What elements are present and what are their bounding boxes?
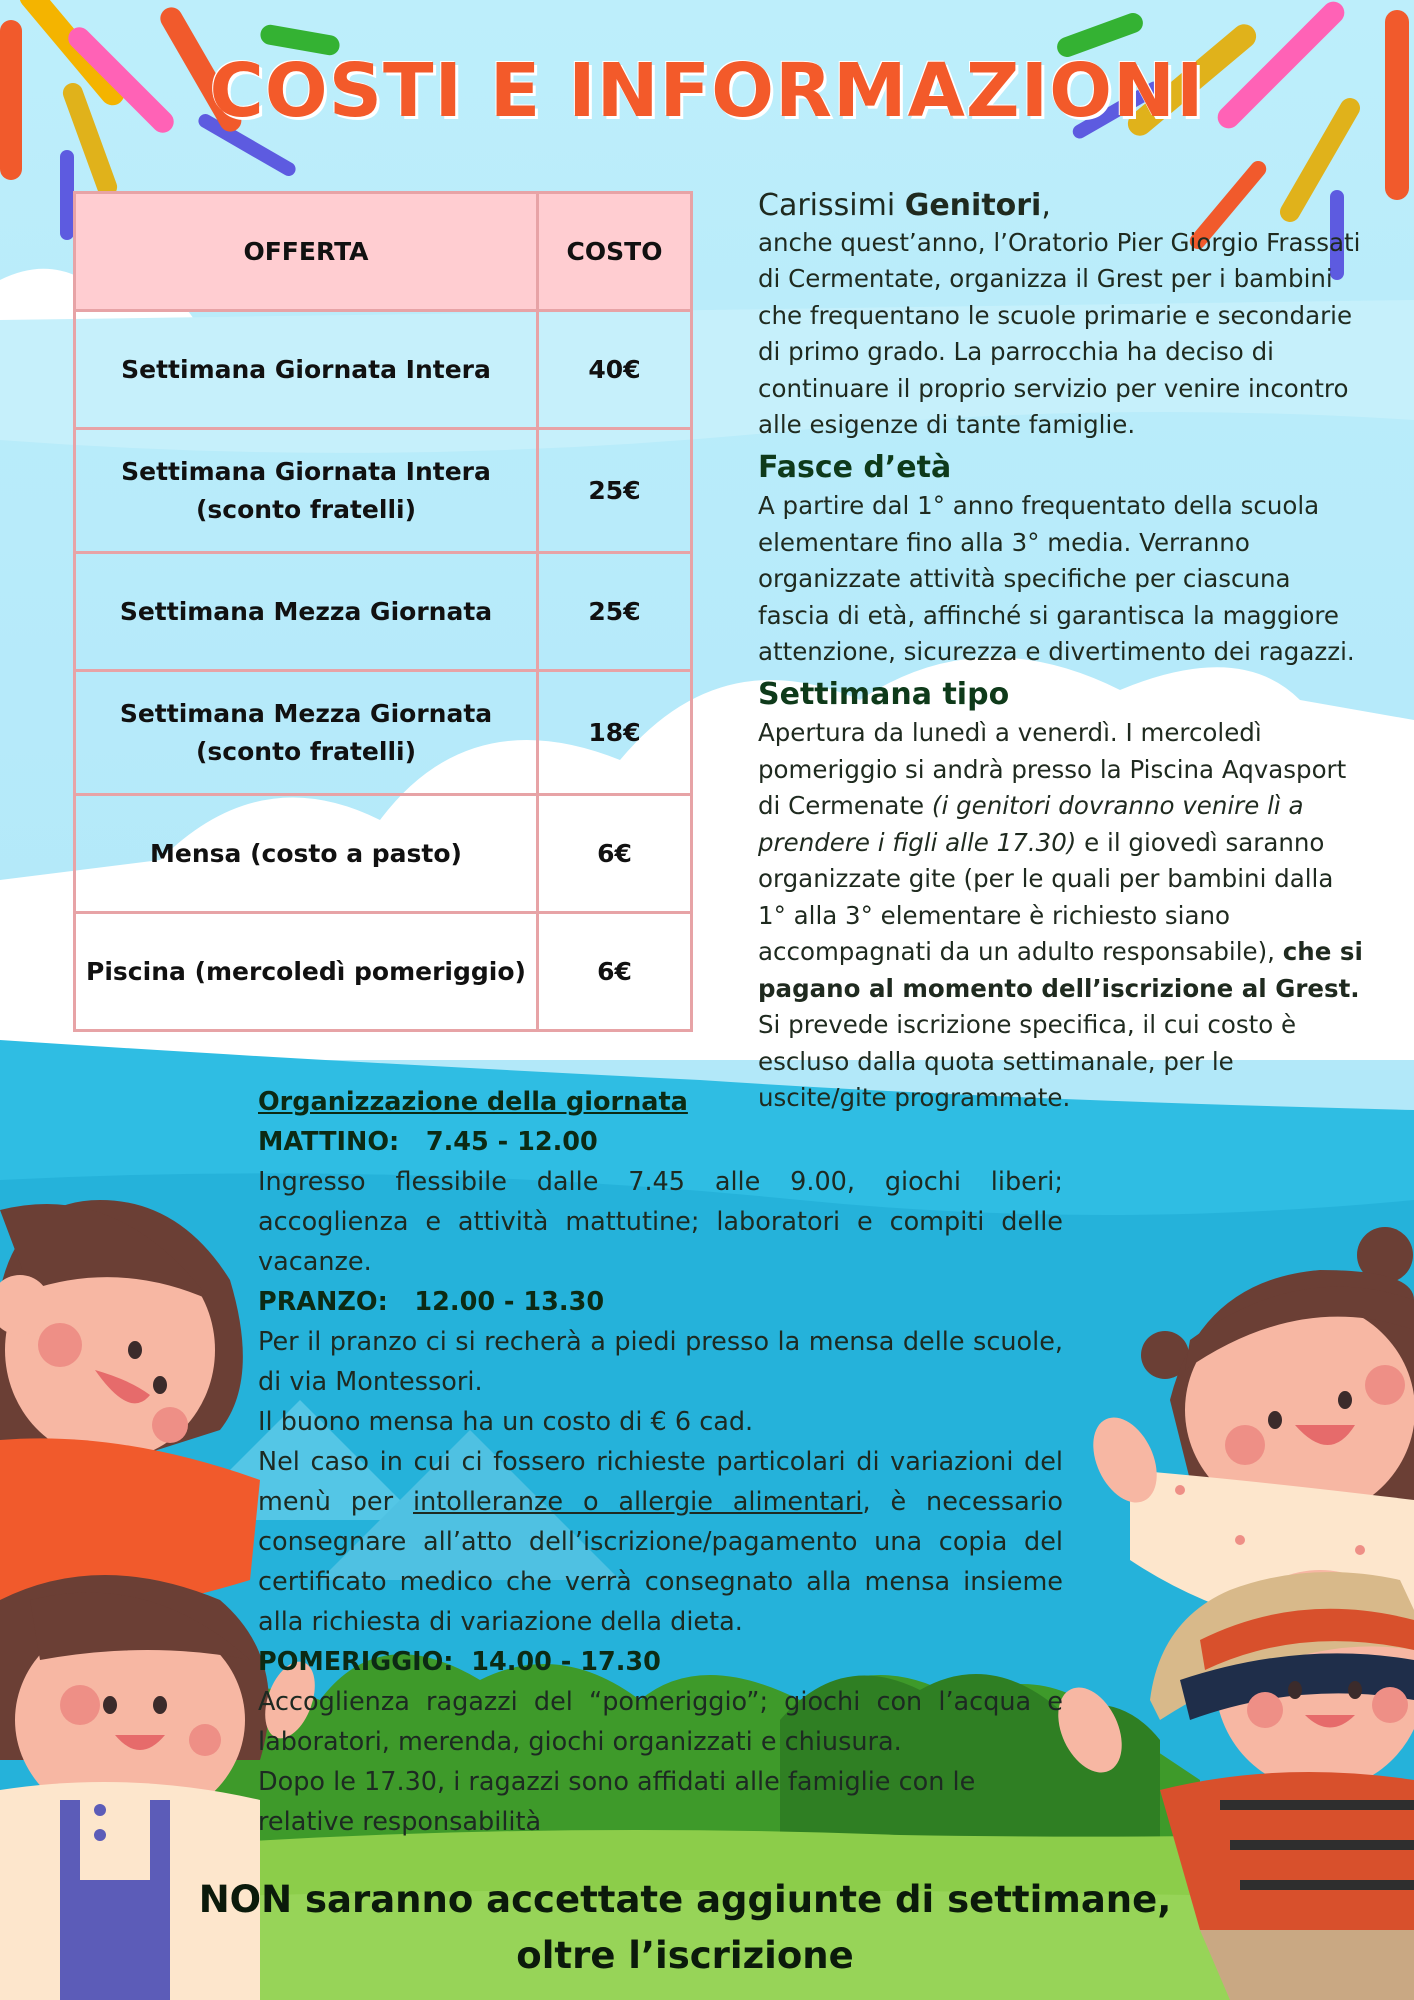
intro-section: [758, 188, 1368, 1117]
cost-cell: 18€: [538, 671, 692, 795]
afternoon-text-2: Dopo le 17.30, i ragazzi sono affidati alle famiglie con le relative responsabilità: [258, 1767, 976, 1837]
lunch-text-2: Il buono mensa ha un costo di € 6 cad.: [258, 1407, 754, 1437]
offer-cell: [75, 913, 538, 1031]
table-row: [75, 913, 692, 1031]
morning-text: Ingresso flessibile dalle 7.45 alle 9.00, giochi liberi; accoglienza e attività mattutine; laboratori e compiti delle vacanze.: [258, 1167, 1063, 1277]
offer-name: Settimana Mezza Giornata: [119, 596, 493, 626]
day-organization: [258, 1082, 1063, 1842]
offer-cell: [75, 311, 538, 429]
age-body: A partire dal 1° anno frequentato della scuola elementare fino alla 3° media. Verranno organizzate attività specifiche per ciascuna fascia di età, affinché si garantisca la maggiore attenzione, sicurezza e divertimento dei ragazzi.: [758, 491, 1355, 666]
page-title: COSTI E INFORMAZIONI: [209, 48, 1205, 134]
week-heading: Settimana tipo: [758, 676, 1010, 712]
offer-name: Settimana Giornata Intera: [121, 456, 491, 486]
table-row: [75, 429, 692, 553]
intro-body: anche quest’anno, l’Oratorio Pier Giorgio Frassati di Cermentate, organizza il Grest per i bambini che frequentano le scuole primarie e secondarie di primo grado. La parrocchia ha deciso di continuare il proprio servizio per venire incontro alle esigenze di tante famiglie.: [758, 227, 1361, 439]
offer-note: (sconto fratelli): [195, 736, 417, 766]
offer-name: Mensa (costo a pasto): [150, 838, 462, 868]
column-header-cost: COSTO: [538, 193, 692, 311]
notice-line-1: NON saranno accettate aggiunte di settimane,: [198, 1878, 1172, 1921]
offer-name: Piscina (mercoledì pomeriggio): [86, 956, 526, 986]
week-text-2: e il giovedì saranno organizzate gite (per le quali per bambini dalla 1° alla 3° elementare è richiesto siano accompagnati da un adulto responsabile),: [758, 827, 1334, 966]
greeting-suffix: ,: [1041, 188, 1051, 223]
day-heading: Organizzazione della giornata: [258, 1087, 688, 1117]
afternoon-label: POMERIGGIO: 14.00 - 17.30: [258, 1647, 661, 1677]
lunch-text-3b: , è necessario consegnare all’atto dell’iscrizione/pagamento una copia del certificato medico che verrà consegnato alla mensa insieme alla richiesta di variazione della dieta.: [258, 1487, 1063, 1637]
greeting: [758, 188, 1368, 225]
week-text-1: Apertura da lunedì a venerdì. I mercoledì pomeriggio si andrà presso la Piscina Aqvasport di Cermenate: [758, 718, 1347, 820]
price-table: [73, 191, 693, 1032]
age-heading: Fasce d’età: [758, 449, 952, 485]
table-header-row: [75, 193, 692, 311]
table-row: [75, 671, 692, 795]
offer-cell: [75, 795, 538, 913]
table-row: [75, 553, 692, 671]
cost-cell: 6€: [538, 795, 692, 913]
cost-cell: 25€: [538, 429, 692, 553]
cost-cell: 6€: [538, 913, 692, 1031]
afternoon-text-1: Accoglienza ragazzi del “pomeriggio”; giochi con l’acqua e laboratori, merenda, giochi organizzati e chiusura.: [258, 1687, 1063, 1757]
offer-cell: [75, 671, 538, 795]
morning-label: MATTINO: 7.45 - 12.00: [258, 1127, 598, 1157]
offer-cell: [75, 553, 538, 671]
cost-cell: 25€: [538, 553, 692, 671]
column-header-offer: OFFERTA: [75, 193, 538, 311]
lunch-text-3: [258, 1442, 1063, 1642]
week-text-bold: che si pagano al momento dell’iscrizione al Grest.: [758, 937, 1363, 1003]
offer-name: Settimana Mezza Giornata: [119, 698, 493, 728]
lunch-text-3a: Nel caso in cui ci fossero richieste particolari di variazioni del menù per: [258, 1447, 1063, 1517]
week-body-extra: Si prevede iscrizione specifica, il cui costo è escluso dalla quota settimanale, per le uscite/gite programmate.: [758, 1010, 1297, 1112]
week-text-italic: (i genitori dovranno venire lì a prendere i figli alle 17.30): [758, 791, 1304, 857]
table-row: [75, 795, 692, 913]
week-body: [758, 715, 1368, 1007]
greeting-prefix: Carissimi: [758, 188, 905, 223]
notice-line-2: oltre l’iscrizione: [516, 1934, 854, 1977]
table-row: [75, 311, 692, 429]
greeting-bold: Genitori: [904, 188, 1042, 223]
allergy-underlined: intolleranze o allergie alimentari: [413, 1487, 863, 1517]
lunch-label: PRANZO: 12.00 - 13.30: [258, 1287, 605, 1317]
offer-name: Settimana Giornata Intera: [121, 354, 491, 384]
notice: [150, 1872, 1220, 1984]
cost-cell: 40€: [538, 311, 692, 429]
offer-cell: [75, 429, 538, 553]
offer-note: (sconto fratelli): [195, 494, 417, 524]
lunch-text-1: Per il pranzo ci si recherà a piedi presso la mensa delle scuole, di via Montessori.: [258, 1327, 1063, 1397]
